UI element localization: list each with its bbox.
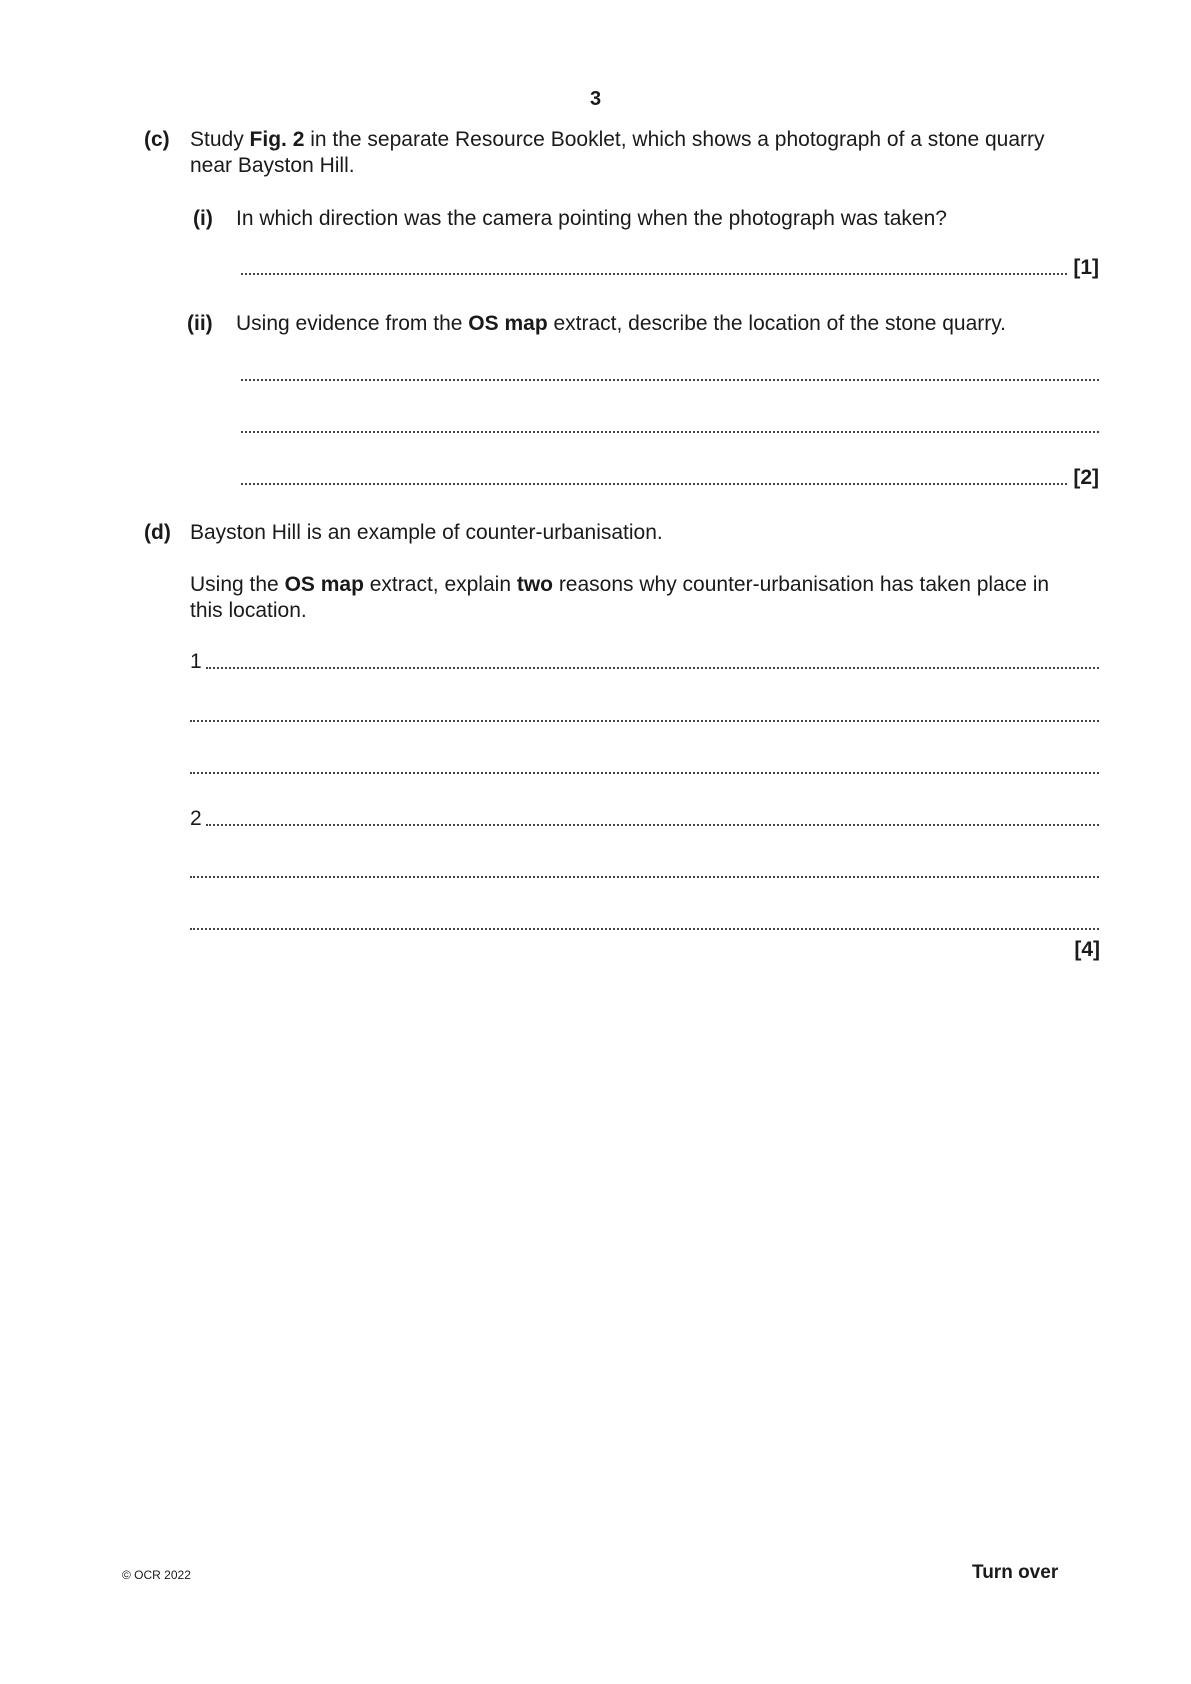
answer-dots xyxy=(190,876,1099,878)
answer-line-c-ii-3[interactable] xyxy=(241,468,1099,488)
answer-dots xyxy=(206,667,1099,669)
question-d-instr-line2: this location. xyxy=(190,599,307,622)
question-c-ii-part2: extract, describe the location of the stone quarry. xyxy=(547,312,1007,335)
answer-dots xyxy=(190,720,1099,722)
question-c-ii-bold: OS map xyxy=(468,312,548,335)
answer-dots xyxy=(190,772,1099,774)
question-label-c-i: (i) xyxy=(193,207,213,230)
answer-dots xyxy=(206,824,1099,826)
answer-line-c-ii-2[interactable] xyxy=(241,416,1099,436)
answer-number-1: 1 xyxy=(190,650,202,673)
question-d-instr-bold2: two xyxy=(516,573,553,596)
question-c-ii-part1: Using evidence from the xyxy=(236,312,469,335)
answer-dots xyxy=(241,273,1067,275)
question-d-instr-part3: reasons why counter-urbanisation has taken place in xyxy=(552,573,1050,596)
answer-line-d-1-3[interactable] xyxy=(190,757,1099,777)
question-d-instr-part1: Using the xyxy=(190,573,285,596)
answer-number-2: 2 xyxy=(190,807,202,830)
question-d-statement: Bayston Hill is an example of counter-urbanisation. xyxy=(190,521,663,544)
question-d-instr-part2: extract, explain xyxy=(363,573,517,596)
question-label-d: (d) xyxy=(144,521,171,544)
question-c-ii-text xyxy=(236,311,1116,337)
answer-line-d-2-2[interactable] xyxy=(190,861,1099,881)
question-c-i-text: In which direction was the camera pointing when the photograph was taken? xyxy=(236,207,947,230)
answer-line-d-2-3[interactable] xyxy=(190,913,1099,933)
mark-allocation-d: [4] xyxy=(1074,938,1100,961)
question-d-instr-bold1: OS map xyxy=(284,573,364,596)
question-c-intro-line2: near Bayston Hill. xyxy=(190,154,355,177)
answer-dots xyxy=(241,379,1099,381)
answer-dots xyxy=(241,483,1067,485)
turn-over-label: Turn over xyxy=(972,1562,1059,1583)
copyright-notice: © OCR 2022 xyxy=(122,1568,191,1582)
answer-line-c-ii-1[interactable] xyxy=(241,364,1099,384)
answer-line-d-2-1[interactable] xyxy=(190,809,1099,829)
answer-dots xyxy=(190,928,1099,930)
question-label-c-ii: (ii) xyxy=(187,312,213,335)
question-c-intro xyxy=(190,127,1110,179)
mark-allocation-c-ii: [2] xyxy=(1073,466,1099,489)
answer-dots xyxy=(241,431,1099,433)
answer-line-d-1-2[interactable] xyxy=(190,705,1099,725)
answer-line-d-1-1[interactable] xyxy=(190,652,1099,672)
answer-line-c-i[interactable] xyxy=(241,258,1099,278)
mark-allocation-c-i: [1] xyxy=(1073,256,1099,279)
question-d-instruction xyxy=(190,572,1110,624)
question-c-intro-part2: in the separate Resource Booklet, which shows a photograph of a stone quarry xyxy=(304,128,1045,151)
page-number: 3 xyxy=(589,88,602,110)
question-c-intro-bold: Fig. 2 xyxy=(249,128,305,151)
question-c-intro-part1: Study xyxy=(190,128,250,151)
question-label-c: (c) xyxy=(144,128,170,151)
